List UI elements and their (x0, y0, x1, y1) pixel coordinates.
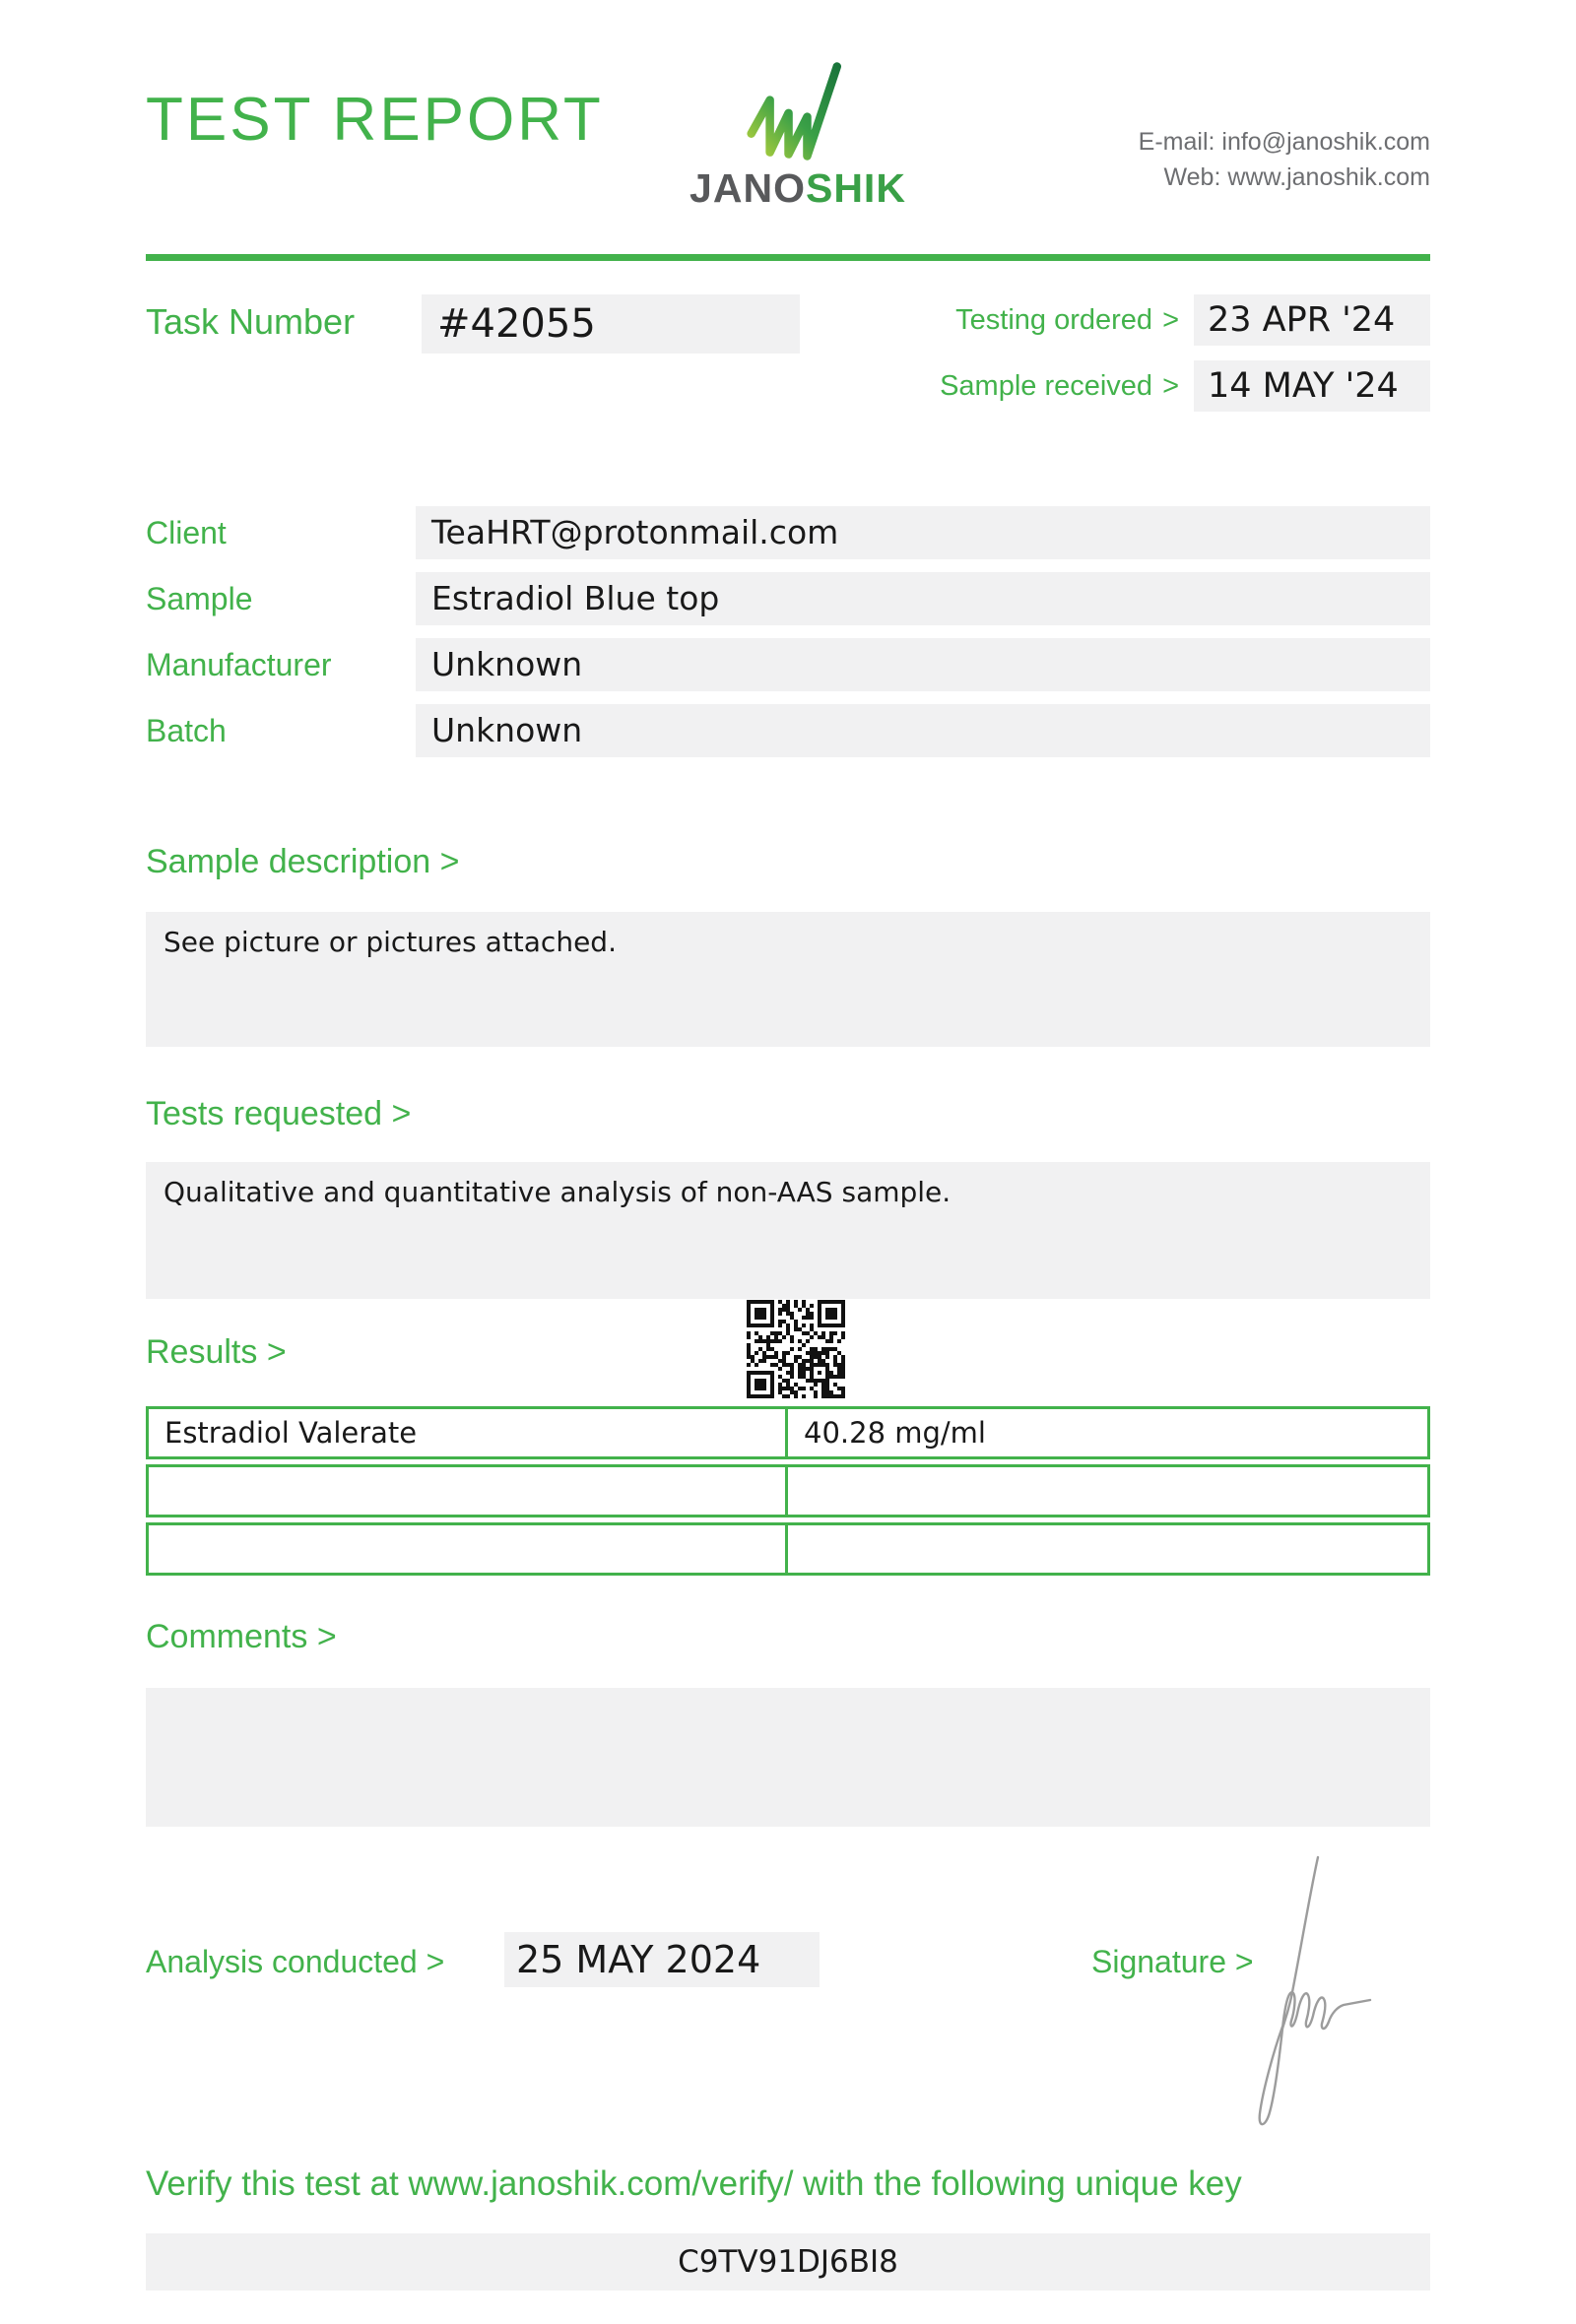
sample-received-value: 14 MAY '24 (1194, 360, 1430, 412)
janoshik-logo (685, 59, 911, 212)
web-value: www.janoshik.com (1227, 163, 1430, 191)
table-row (146, 1406, 1430, 1459)
arrow-icon: > (1162, 303, 1179, 336)
task-number-label: Task Number (146, 301, 356, 342)
sample-label: Sample (146, 580, 253, 616)
logo-text-shik: SHIK (805, 165, 906, 211)
tests-requested-heading: Tests requested > (146, 1095, 412, 1132)
table-row (146, 1464, 1430, 1517)
page-title: TEST REPORT (146, 86, 604, 154)
client-row (146, 506, 1430, 559)
sample-row (146, 572, 1430, 625)
analysis-conducted-label: Analysis conducted > (146, 1944, 445, 1979)
email-value: info@janoshik.com (1221, 128, 1430, 156)
tests-requested-box: Qualitative and quantitative analysis of non-AAS sample. (146, 1162, 1430, 1299)
batch-value: Unknown (416, 704, 1430, 757)
result-cell (788, 1467, 1427, 1515)
result-cell (788, 1525, 1427, 1573)
client-info (146, 506, 1430, 770)
web-label: Web: (1163, 163, 1221, 191)
results-table (146, 1406, 1430, 1581)
testing-ordered-value: 23 APR '24 (1194, 294, 1430, 346)
result-cell: 40.28 mg/ml (804, 1416, 986, 1450)
sample-description-heading: Sample description > (146, 843, 460, 880)
client-label: Client (146, 514, 227, 550)
manufacturer-value: Unknown (416, 638, 1430, 691)
sample-received-label: Sample received (940, 369, 1153, 402)
logo-text-jano: JANO (690, 165, 806, 211)
header-divider (146, 254, 1430, 261)
qr-code (747, 1300, 845, 1398)
sample-received-row (867, 360, 1430, 412)
analysis-conducted-value: 25 MAY 2024 (504, 1932, 820, 1987)
task-number-value: #42055 (422, 294, 800, 354)
sample-description-box: See picture or pictures attached. (146, 912, 1430, 1047)
email-label: E-mail: (1138, 128, 1215, 156)
logo-wordmark (685, 165, 911, 212)
verify-instruction: Verify this test at www.janoshik.com/verify/ with the following unique key (146, 2164, 1242, 2203)
signature-label: Signature > (1091, 1944, 1254, 1979)
analyte-cell: Estradiol Valerate (149, 1409, 788, 1456)
batch-label: Batch (146, 712, 227, 748)
verify-key: C9TV91DJ6BI8 (146, 2233, 1430, 2291)
comments-heading: Comments > (146, 1618, 337, 1655)
analyte-cell (149, 1525, 788, 1573)
growth-chart-icon (743, 59, 853, 163)
testing-ordered-label: Testing ordered (955, 303, 1153, 336)
batch-row (146, 704, 1430, 757)
client-value: TeaHRT@protonmail.com (416, 506, 1430, 559)
table-row (146, 1522, 1430, 1576)
testing-ordered-row (867, 294, 1430, 346)
contact-web (1139, 160, 1430, 195)
sample-value: Estradiol Blue top (416, 572, 1430, 625)
arrow-icon: > (1162, 369, 1179, 402)
analyte-cell (149, 1467, 788, 1515)
handwritten-signature (1231, 1851, 1379, 2137)
comments-box (146, 1688, 1430, 1827)
manufacturer-label: Manufacturer (146, 646, 332, 682)
contact-email (1139, 124, 1430, 160)
dates-block (867, 294, 1430, 426)
contact-block (1139, 124, 1430, 195)
manufacturer-row (146, 638, 1430, 691)
results-heading: Results > (146, 1333, 287, 1371)
